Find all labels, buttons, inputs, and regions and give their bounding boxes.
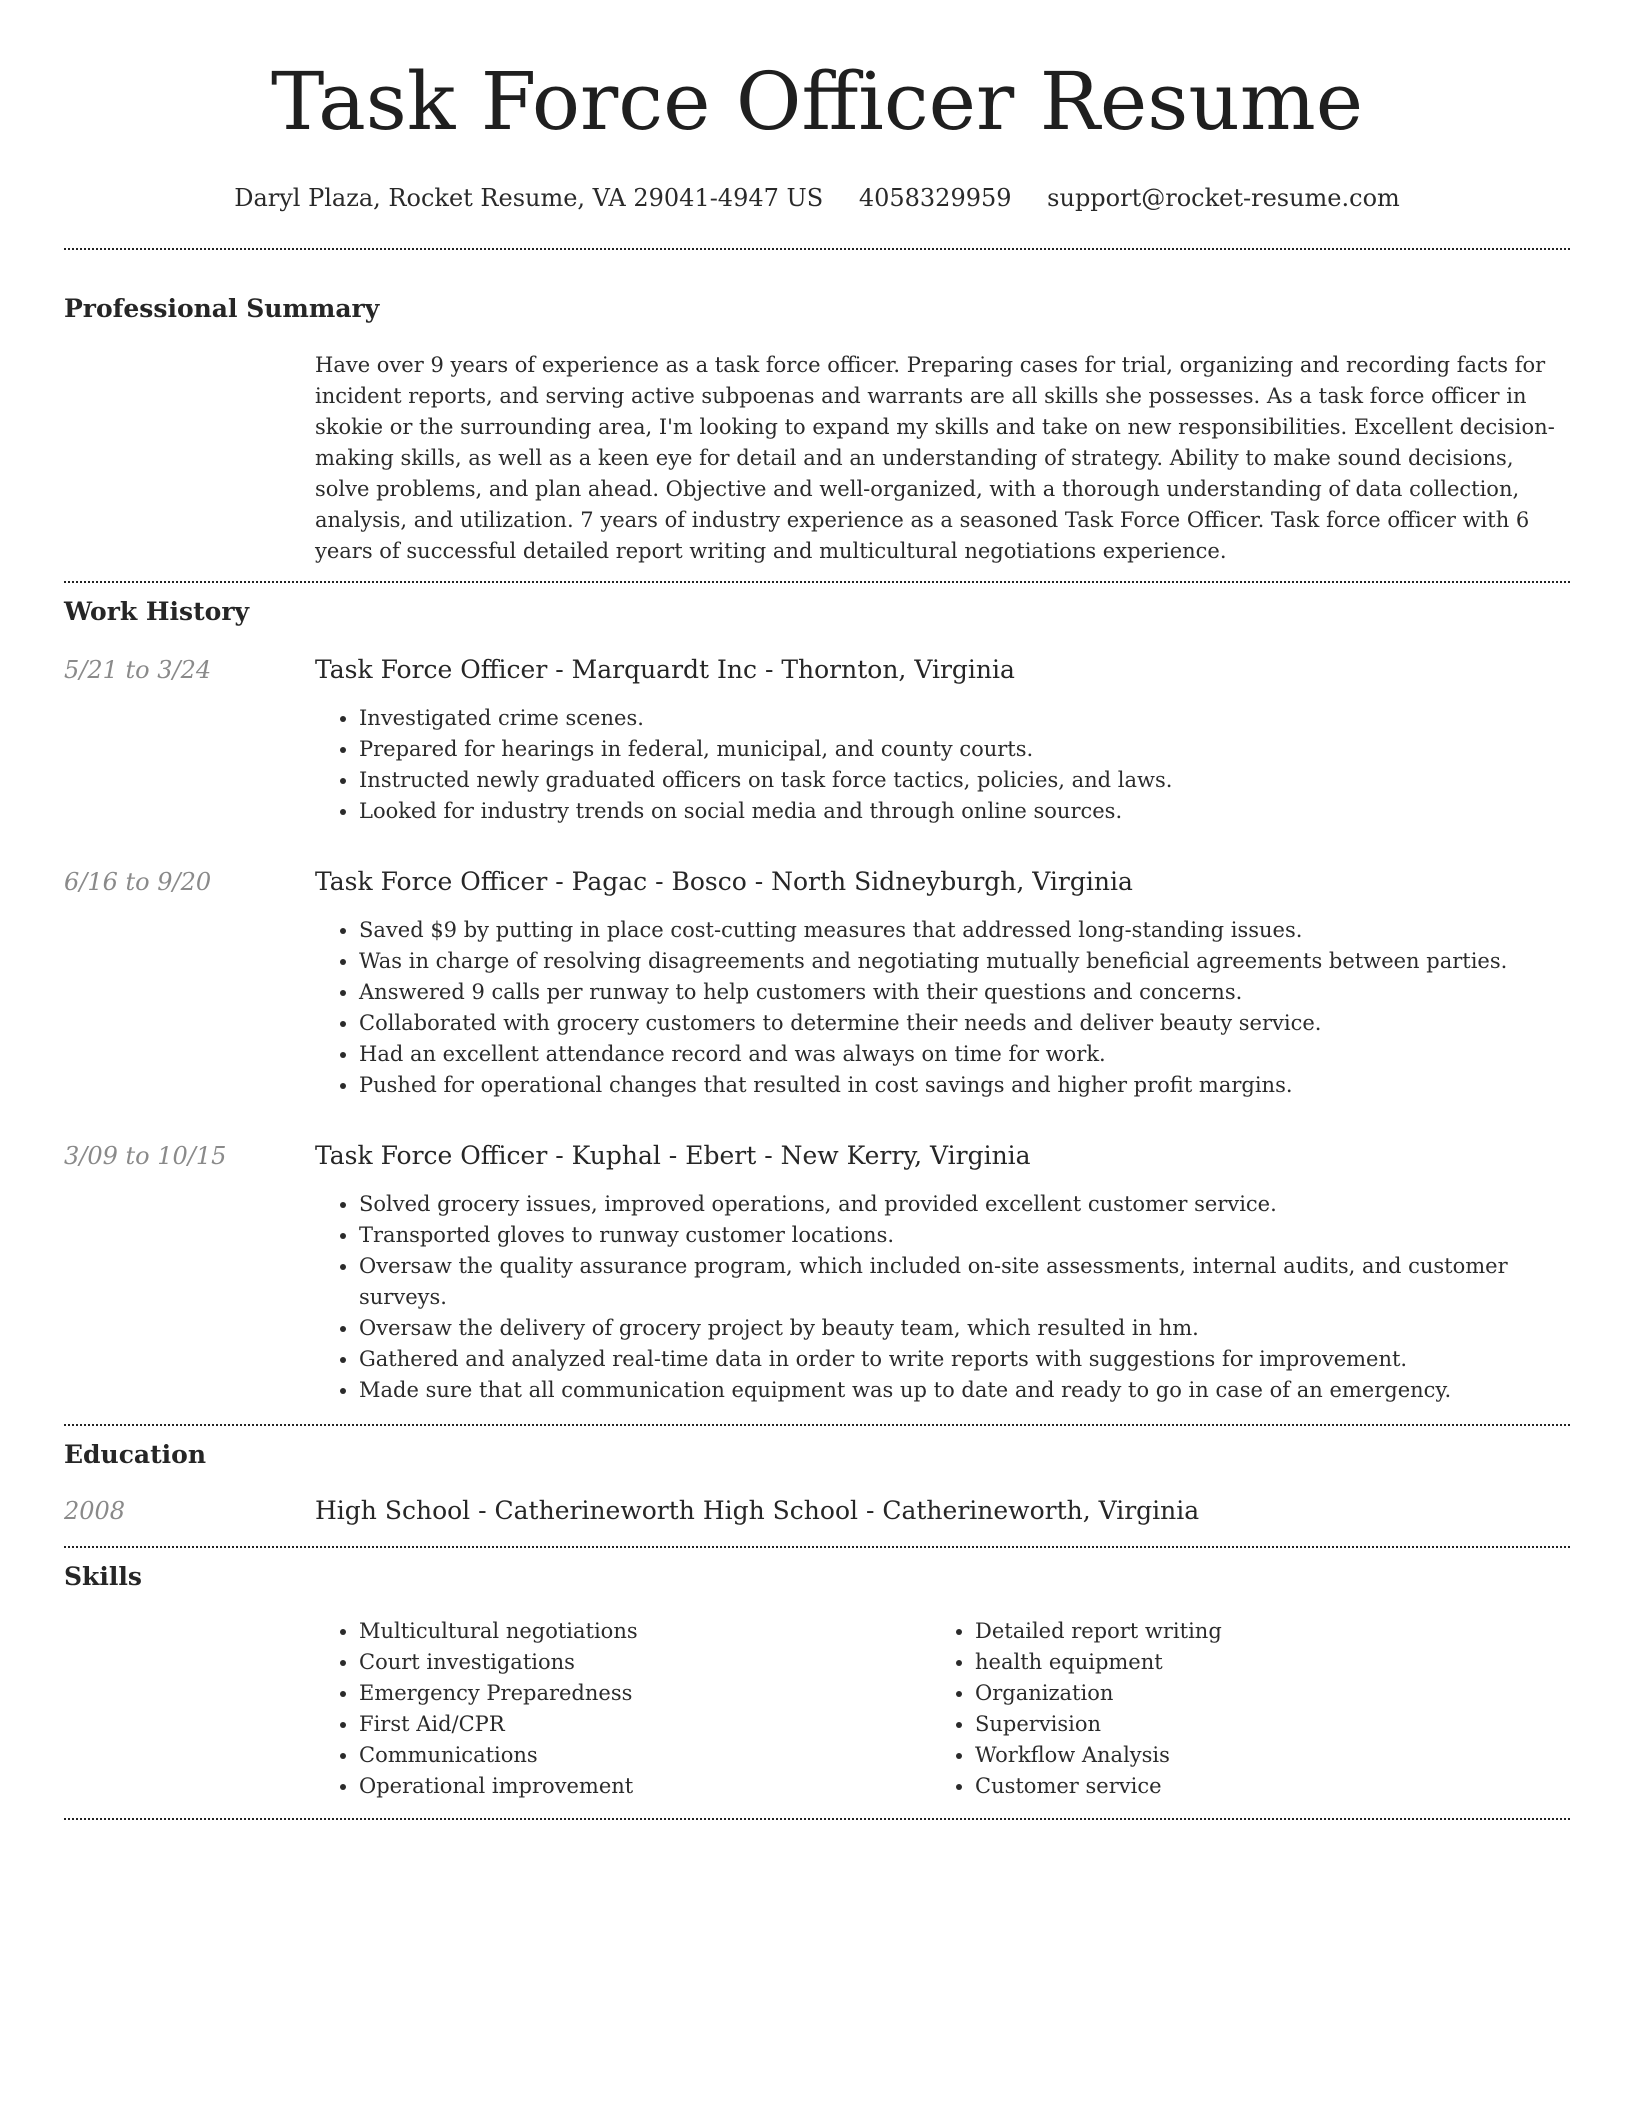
- skill-item: • health equipment: [975, 1647, 1547, 1678]
- job-bullet: • Was in charge of resolving disagreements and negotiating mutually beneficial agreements between parties.: [359, 946, 1570, 977]
- divider: [64, 1818, 1570, 1820]
- education-date: 2008: [64, 1497, 126, 1525]
- job-entry: [64, 865, 1570, 1101]
- skill-item: • Multicultural negotiations: [359, 1616, 931, 1647]
- skill-item: • Workflow Analysis: [975, 1740, 1547, 1771]
- contact-address: Daryl Plaza, Rocket Resume, VA 29041-4947 US: [234, 184, 824, 212]
- job-bullet: • Investigated crime scenes.: [359, 703, 1570, 734]
- job-bullet: • Instructed newly graduated officers on task force tactics, policies, and laws.: [359, 765, 1570, 796]
- education-heading: High School - Catherineworth High School - Catherineworth, Virginia: [315, 1496, 1200, 1525]
- skills-section: [64, 1560, 1570, 1802]
- summary-text: Have over 9 years of experience as a task force officer. Preparing cases for trial, organizing and recording facts for incident reports, and serving active subpoenas and warrants are all skills she possesses. As a task force officer in skokie or the surrounding area, I'm looking to expand my skills and take on new responsibilities. Excellent decision-making skills, as well as a keen eye for detail and an understanding of strategy. Ability to make sound decisions, solve problems, and plan ahead. Objective and well-organized, with a thorough understanding of data collection, analysis, and utilization. 7 years of industry experience as a seasoned Task Force Officer. Task force officer with 6 years of successful detailed report writing and multicultural negotiations experience.: [315, 353, 1555, 563]
- job-entry: [64, 653, 1570, 827]
- work-history-title: Work History: [64, 597, 250, 626]
- contact-email: support@rocket-resume.com: [1047, 184, 1400, 212]
- job-heading: Task Force Officer - Pagac - Bosco - North Sidneyburgh, Virginia: [315, 867, 1133, 896]
- job-bullet: • Made sure that all communication equipment was up to date and ready to go in case of an emergency.: [359, 1375, 1570, 1406]
- education-title: Education: [64, 1440, 207, 1469]
- education-entry: [64, 1494, 1570, 1528]
- job-date: 6/16 to 9/20: [64, 868, 212, 896]
- skills-list-right: [931, 1616, 1547, 1802]
- job-heading: Task Force Officer - Marquardt Inc - Thornton, Virginia: [315, 655, 1015, 684]
- skill-item: • Customer service: [975, 1771, 1547, 1802]
- job-bullets: [315, 703, 1570, 827]
- skill-item: • Communications: [359, 1740, 931, 1771]
- divider: [64, 1546, 1570, 1548]
- summary-title: Professional Summary: [64, 294, 380, 323]
- job-bullets: [315, 1189, 1570, 1406]
- skill-item: • Court investigations: [359, 1647, 931, 1678]
- job-bullet: • Looked for industry trends on social media and through online sources.: [359, 796, 1570, 827]
- contact-line: [64, 180, 1570, 216]
- skills-title: Skills: [64, 1562, 142, 1591]
- skill-item: • Operational improvement: [359, 1771, 931, 1802]
- contact-phone: 4058329959: [858, 184, 1012, 212]
- job-bullet: • Had an excellent attendance record and was always on time for work.: [359, 1039, 1570, 1070]
- work-history-section: [64, 595, 1570, 1424]
- skills-columns: [315, 1616, 1570, 1802]
- job-bullet: • Solved grocery issues, improved operations, and provided excellent customer service.: [359, 1189, 1570, 1220]
- skill-item: • Detailed report writing: [975, 1616, 1547, 1647]
- skill-item: • Organization: [975, 1678, 1547, 1709]
- job-entry: [64, 1139, 1570, 1406]
- summary-section: [64, 292, 1570, 567]
- resume-title: Task Force Officer Resume: [270, 55, 1364, 148]
- job-bullet: • Answered 9 calls per runway to help customers with their questions and concerns.: [359, 977, 1570, 1008]
- education-section: [64, 1438, 1570, 1528]
- job-date: 3/09 to 10/15: [64, 1142, 227, 1170]
- job-bullet: • Oversaw the delivery of grocery project by beauty team, which resulted in hm.: [359, 1313, 1570, 1344]
- skill-item: • First Aid/CPR: [359, 1709, 931, 1740]
- job-bullet: • Saved $9 by putting in place cost-cutting measures that addressed long-standing issues.: [359, 915, 1570, 946]
- divider: [64, 581, 1570, 583]
- job-bullet: • Prepared for hearings in federal, municipal, and county courts.: [359, 734, 1570, 765]
- divider: [64, 1424, 1570, 1426]
- job-bullet: • Pushed for operational changes that resulted in cost savings and higher profit margins.: [359, 1070, 1570, 1101]
- skills-list-left: [315, 1616, 931, 1802]
- divider: [64, 248, 1570, 250]
- job-bullet: • Collaborated with grocery customers to determine their needs and deliver beauty service.: [359, 1008, 1570, 1039]
- job-bullet: • Gathered and analyzed real-time data in order to write reports with suggestions for improvement.: [359, 1344, 1570, 1375]
- job-bullets: [315, 915, 1570, 1101]
- skill-item: • Emergency Preparedness: [359, 1678, 931, 1709]
- resume-page: [64, 0, 1570, 1820]
- job-bullet: • Transported gloves to runway customer locations.: [359, 1220, 1570, 1251]
- job-heading: Task Force Officer - Kuphal - Ebert - New Kerry, Virginia: [315, 1141, 1031, 1170]
- skill-item: • Supervision: [975, 1709, 1547, 1740]
- job-date: 5/21 to 3/24: [64, 656, 212, 684]
- job-bullet: • Oversaw the quality assurance program, which included on-site assessments, internal audits, and customer surveys.: [359, 1251, 1570, 1313]
